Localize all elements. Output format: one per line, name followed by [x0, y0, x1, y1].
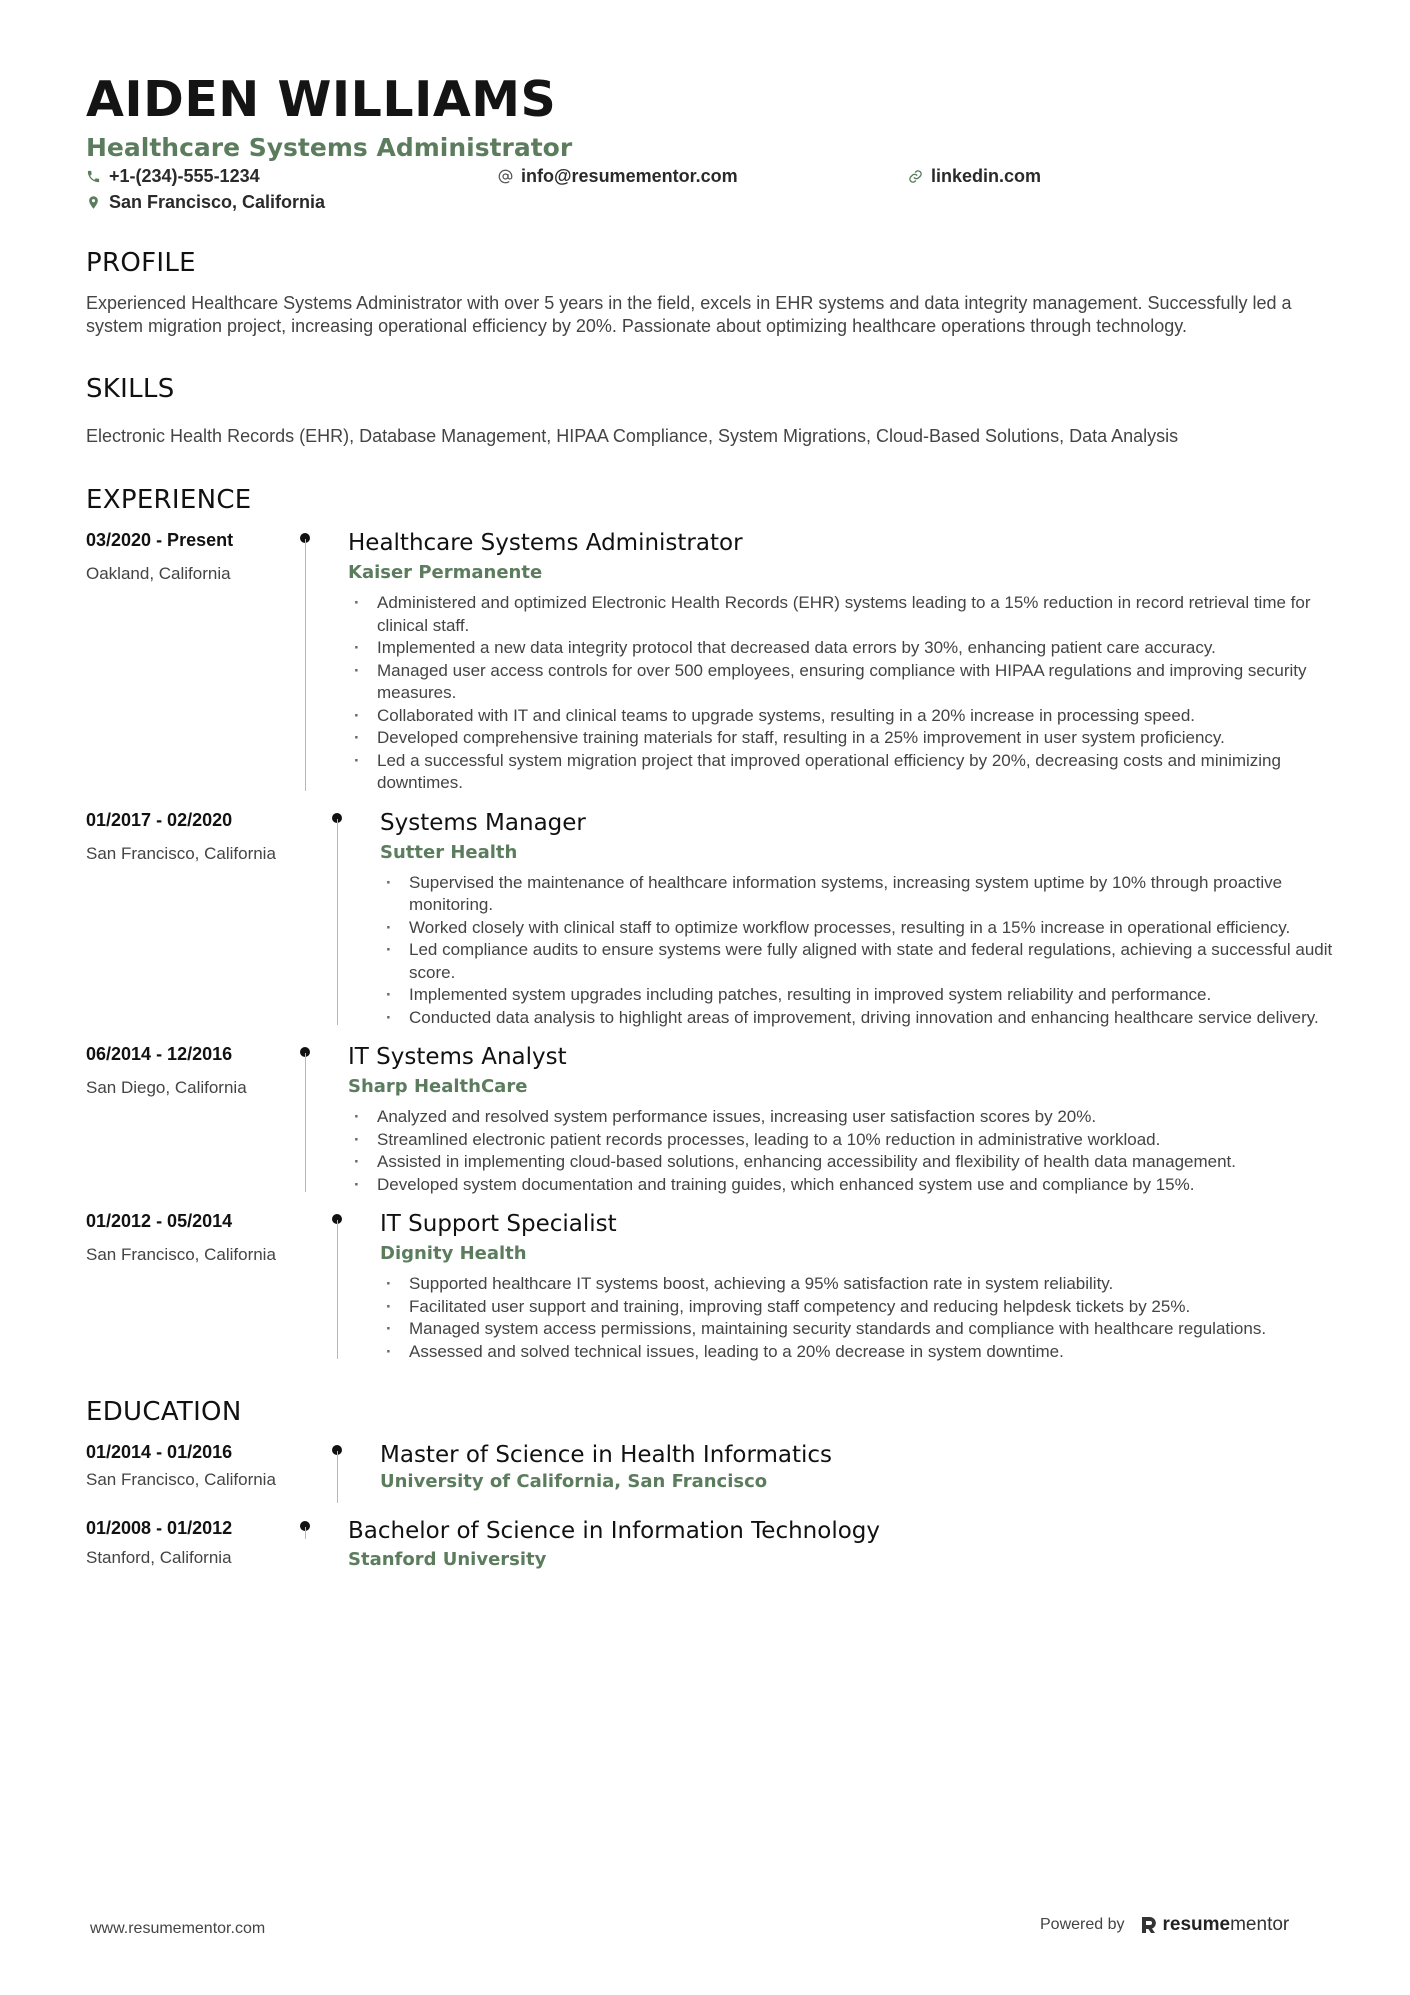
education-degree: Bachelor of Science in Information Technology	[348, 1518, 880, 1544]
bullet-item: · Worked closely with clinical staff to optimize workflow processes, resulting in a 15% increase in operational efficiency.	[380, 917, 1336, 940]
resumementor-logo-icon	[1139, 1915, 1157, 1935]
skills-text: Electronic Health Records (EHR), Database Management, HIPAA Compliance, System Migrations, Cloud-Based Solutions, Data Analysis	[86, 426, 1179, 446]
timeline	[337, 1441, 380, 1493]
timeline-line	[305, 1053, 306, 1192]
bullet-item: · Implemented a new data integrity protocol that decreased data errors by 30%, enhancing patient care accuracy.	[348, 637, 1336, 660]
bullet-item: · Assisted in implementing cloud-based solutions, enhancing accessibility and flexibility of health data management.	[348, 1151, 1336, 1174]
at-sign-icon	[498, 169, 513, 184]
contact-info	[86, 166, 1336, 220]
education-date: 01/2014 - 01/2016	[86, 1442, 233, 1462]
experience-org: Dignity Health	[380, 1243, 527, 1264]
experience-entry	[86, 1043, 1336, 1196]
experience-location: San Francisco, California	[86, 843, 276, 863]
experience-role: IT Support Specialist	[380, 1211, 617, 1237]
timeline	[305, 1517, 348, 1571]
experience-org: Sutter Health	[380, 841, 518, 863]
experience-bullets	[380, 1273, 1336, 1363]
experience-body	[380, 809, 1336, 1030]
bullet-item: · Led compliance audits to ensure systems were fully aligned with state and federal regulations, achieving a successful audit score.	[380, 939, 1336, 984]
experience-location: San Diego, California	[86, 1078, 247, 1097]
education-date: 01/2008 - 01/2012	[86, 1518, 233, 1538]
contact-phone[interactable]	[86, 166, 260, 187]
brand-logo[interactable]	[1139, 1914, 1290, 1936]
contact-email[interactable]	[498, 166, 738, 187]
contact-link[interactable]	[908, 166, 1041, 187]
experience-entry	[86, 809, 1336, 1030]
experience-location: Oakland, California	[86, 564, 231, 583]
experience-meta	[86, 809, 296, 1030]
bullet-item: · Developed comprehensive training materials for staff, resulting in a 25% improvement in user system proficiency.	[348, 727, 1336, 750]
experience-bullets	[348, 592, 1336, 795]
education-school: University of California, San Francisco	[380, 1471, 768, 1492]
education-school: Stanford University	[348, 1549, 547, 1570]
bullet-item: · Analyzed and resolved system performance issues, increasing user satisfaction scores by 20%.	[348, 1106, 1336, 1129]
timeline	[305, 1043, 348, 1196]
experience-date: 01/2017 - 02/2020	[86, 809, 233, 830]
experience-entry	[86, 529, 1336, 795]
education-body	[380, 1441, 1336, 1493]
experience-role: IT Systems Analyst	[348, 1044, 567, 1070]
experience-bullets	[348, 1106, 1336, 1196]
profile-section	[86, 248, 1336, 338]
experience-section	[86, 485, 1336, 1363]
bullet-item: · Implemented system upgrades including patches, resulting in improved system reliability and performance.	[380, 984, 1336, 1007]
bullet-item: · Developed system documentation and training guides, which enhanced system use and compliance by 15%.	[348, 1174, 1336, 1197]
experience-body	[348, 1043, 1336, 1196]
skills-section	[86, 374, 1336, 449]
timeline	[337, 1210, 380, 1363]
candidate-name: AIDEN WILLIAMS	[86, 71, 557, 128]
education-entry	[86, 1441, 1336, 1493]
resume-page	[86, 70, 1336, 1571]
education-entry	[86, 1517, 1336, 1571]
education-degree: Master of Science in Health Informatics	[380, 1442, 833, 1468]
experience-meta	[86, 1210, 296, 1363]
contact-location	[86, 192, 325, 213]
experience-date: 06/2014 - 12/2016	[86, 1044, 233, 1064]
education-meta	[86, 1441, 296, 1493]
experience-org: Kaiser Permanente	[348, 562, 543, 583]
phone-icon	[86, 169, 101, 184]
profile-text: Experienced Healthcare Systems Administrator with over 5 years in the field, excels in EHR systems and data integrity management. Successfully led a system migration project, increasing operational efficiency by 20%. Passionate about optimizing healthcare operations through technology.	[86, 293, 1292, 336]
email-text: info@resumementor.com	[521, 166, 738, 186]
experience-org: Sharp HealthCare	[348, 1076, 528, 1097]
experience-body	[348, 529, 1336, 795]
experience-date: 01/2012 - 05/2014	[86, 1211, 233, 1231]
timeline-line	[305, 1527, 306, 1539]
bullet-item: · Assessed and solved technical issues, leading to a 20% decrease in system downtime.	[380, 1341, 1336, 1364]
experience-entry	[86, 1210, 1336, 1363]
powered-by-text: Powered by	[1040, 1916, 1125, 1933]
location-text: San Francisco, California	[109, 192, 326, 212]
candidate-headline: Healthcare Systems Administrator	[86, 133, 573, 162]
bullet-item: · Conducted data analysis to highlight areas of improvement, driving innovation and enhancing healthcare service delivery.	[380, 1007, 1336, 1030]
education-body	[348, 1517, 1336, 1571]
bullet-item: · Supervised the maintenance of healthcare information systems, increasing system uptime by 10% through proactive monitoring.	[380, 872, 1336, 917]
experience-role: Systems Manager	[380, 809, 586, 836]
experience-meta	[86, 1043, 296, 1196]
education-location: San Francisco, California	[86, 1470, 276, 1489]
bullet-item: · Led a successful system migration project that improved operational efficiency by 20%, decreasing costs and minimizing downtimes.	[348, 750, 1336, 795]
education-title: EDUCATION	[86, 1397, 242, 1427]
experience-date: 03/2020 - Present	[86, 530, 234, 550]
education-location: Stanford, California	[86, 1548, 232, 1567]
timeline	[337, 809, 380, 1030]
experience-title: EXPERIENCE	[86, 485, 252, 515]
brand-light: mentor	[1230, 1914, 1290, 1935]
bullet-item: · Managed user access controls for over 500 employees, ensuring compliance with HIPAA regulations and improving security measures.	[348, 660, 1336, 705]
timeline-line	[305, 539, 306, 791]
timeline-line	[337, 1451, 338, 1503]
footer-powered	[1040, 1914, 1289, 1936]
timeline-line	[337, 819, 338, 1026]
experience-location: San Francisco, California	[86, 1245, 276, 1264]
bullet-item: · Managed system access permissions, maintaining security standards and compliance with healthcare regulations.	[380, 1318, 1336, 1341]
brand-bold: resume	[1162, 1914, 1231, 1935]
map-pin-icon	[86, 195, 101, 210]
bullet-item: · Streamlined electronic patient records processes, leading to a 10% reduction in administrative workload.	[348, 1129, 1336, 1152]
profile-title: PROFILE	[86, 248, 196, 278]
bullet-item: · Supported healthcare IT systems boost, achieving a 95% satisfaction rate in system reliability.	[380, 1273, 1336, 1296]
experience-body	[380, 1210, 1336, 1363]
timeline	[305, 529, 348, 795]
bullet-item: · Collaborated with IT and clinical teams to upgrade systems, resulting in a 20% increase in processing speed.	[348, 705, 1336, 728]
education-section	[86, 1397, 1336, 1571]
education-meta	[86, 1517, 296, 1571]
experience-meta	[86, 529, 296, 795]
experience-role: Healthcare Systems Administrator	[348, 530, 743, 556]
skills-title: SKILLS	[86, 374, 175, 404]
timeline-line	[337, 1220, 338, 1359]
experience-bullets	[380, 872, 1336, 1030]
bullet-item: · Administered and optimized Electronic Health Records (EHR) systems leading to a 15% reduction in record retrieval time for clinical staff.	[348, 592, 1336, 637]
phone-text: +1-(234)-555-1234	[109, 166, 260, 186]
footer-website[interactable]: www.resumementor.com	[90, 1920, 266, 1937]
bullet-item: · Facilitated user support and training, improving staff competency and reducing helpdesk tickets by 25%.	[380, 1296, 1336, 1319]
link-text: linkedin.com	[931, 166, 1042, 186]
link-icon	[908, 169, 923, 184]
